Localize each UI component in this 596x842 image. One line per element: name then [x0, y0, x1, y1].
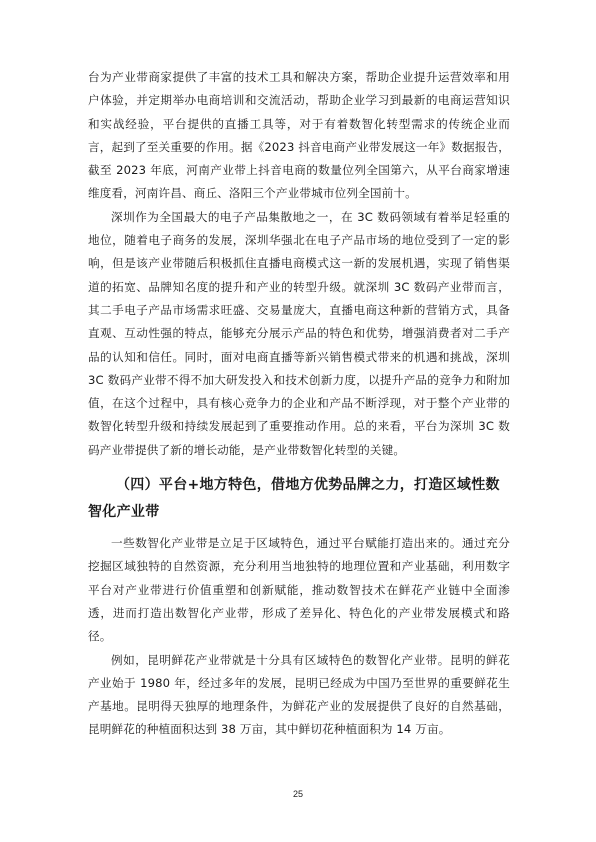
body-paragraph-shenzhen: 深圳作为全国最大的电子产品集散地之一，在 3C 数码领域有着举足轻重的地位，随着电子商务的发展，深圳华强北在电子产品市场的地位受到了一定的影响，但是该产业带随后积极抓住直播电商模式这一新的发展机遇，实现了销售渠道的拓宽、品牌知名度的提升和产业的转型升级。就深圳 3C 数码产业带而言，其二手电子产品市场需求旺盛、交易量庞大，直播电商这种新的营销方式，具备直观、互动性强的特点，能够充分展示产品的特色和优势，增强消费者对二手产品的认知和信任。同时，面对电商直播等新兴销售模式带来的机遇和挑战，深圳 3C 数码产业带不得不加大研发投入和技术创新力度，以提升产品的竞争力和附加值，在这个过程中，具有核心竞争力的企业和产品不断浮现，对于整个产业带的数智化转型升级和持续发展起到了重要推动作用。总的来看，平台为深圳 3C 数码产业带提供了新的增长动能，是产业带数智化转型的关键。	[88, 209, 510, 457]
section-heading: （四）平台+地方特色，借地方优势品牌之力，打造区域性数智化产业带	[88, 477, 500, 521]
document-body	[88, 66, 510, 742]
body-paragraph-continued: 台为产业带商家提供了丰富的技术工具和解决方案，帮助企业提升运营效率和用户体验，并定期举办电商培训和交流活动，帮助企业学习到最新的电商运营知识和实战经验，平台提供的直播工具等，对于有着数智化转型需求的传统企业而言，起到了至关重要的作用。据《2023 抖音电商产业带发展这一年》数据报告，截至 2023 年底，河南产业带上抖音电商的数量位列全国第六，从平台商家增速维度看，河南许昌、商丘、洛阳三个产业带城市位列全国前十。	[88, 70, 510, 201]
page-number: 25	[292, 789, 303, 799]
body-paragraph-kunming: 例如，昆明鲜花产业带就是十分具有区域特色的数智化产业带。昆明的鲜花产业始于 1980 年，经过多年的发展，昆明已经成为中国乃至世界的重要鲜花生产基地。昆明得天独厚的地理条件，为鲜花产业的发展提供了良好的自然基础，昆明鲜花的种植面积达到 38 万亩，其中鲜切花种植面积为 14 万亩。	[88, 652, 510, 737]
body-paragraph-regional: 一些数智化产业带是立足于区域特色，通过平台赋能打造出来的。通过充分挖掘区域独特的自然资源，充分利用当地独特的地理位置和产业基础，利用数字平台对产业带进行价值重塑和创新赋能，推动数智技术在鲜花产业链中全面渗透，进而打造出数智化产业带，形成了差异化、特色化的产业带发展模式和路径。	[88, 536, 510, 644]
